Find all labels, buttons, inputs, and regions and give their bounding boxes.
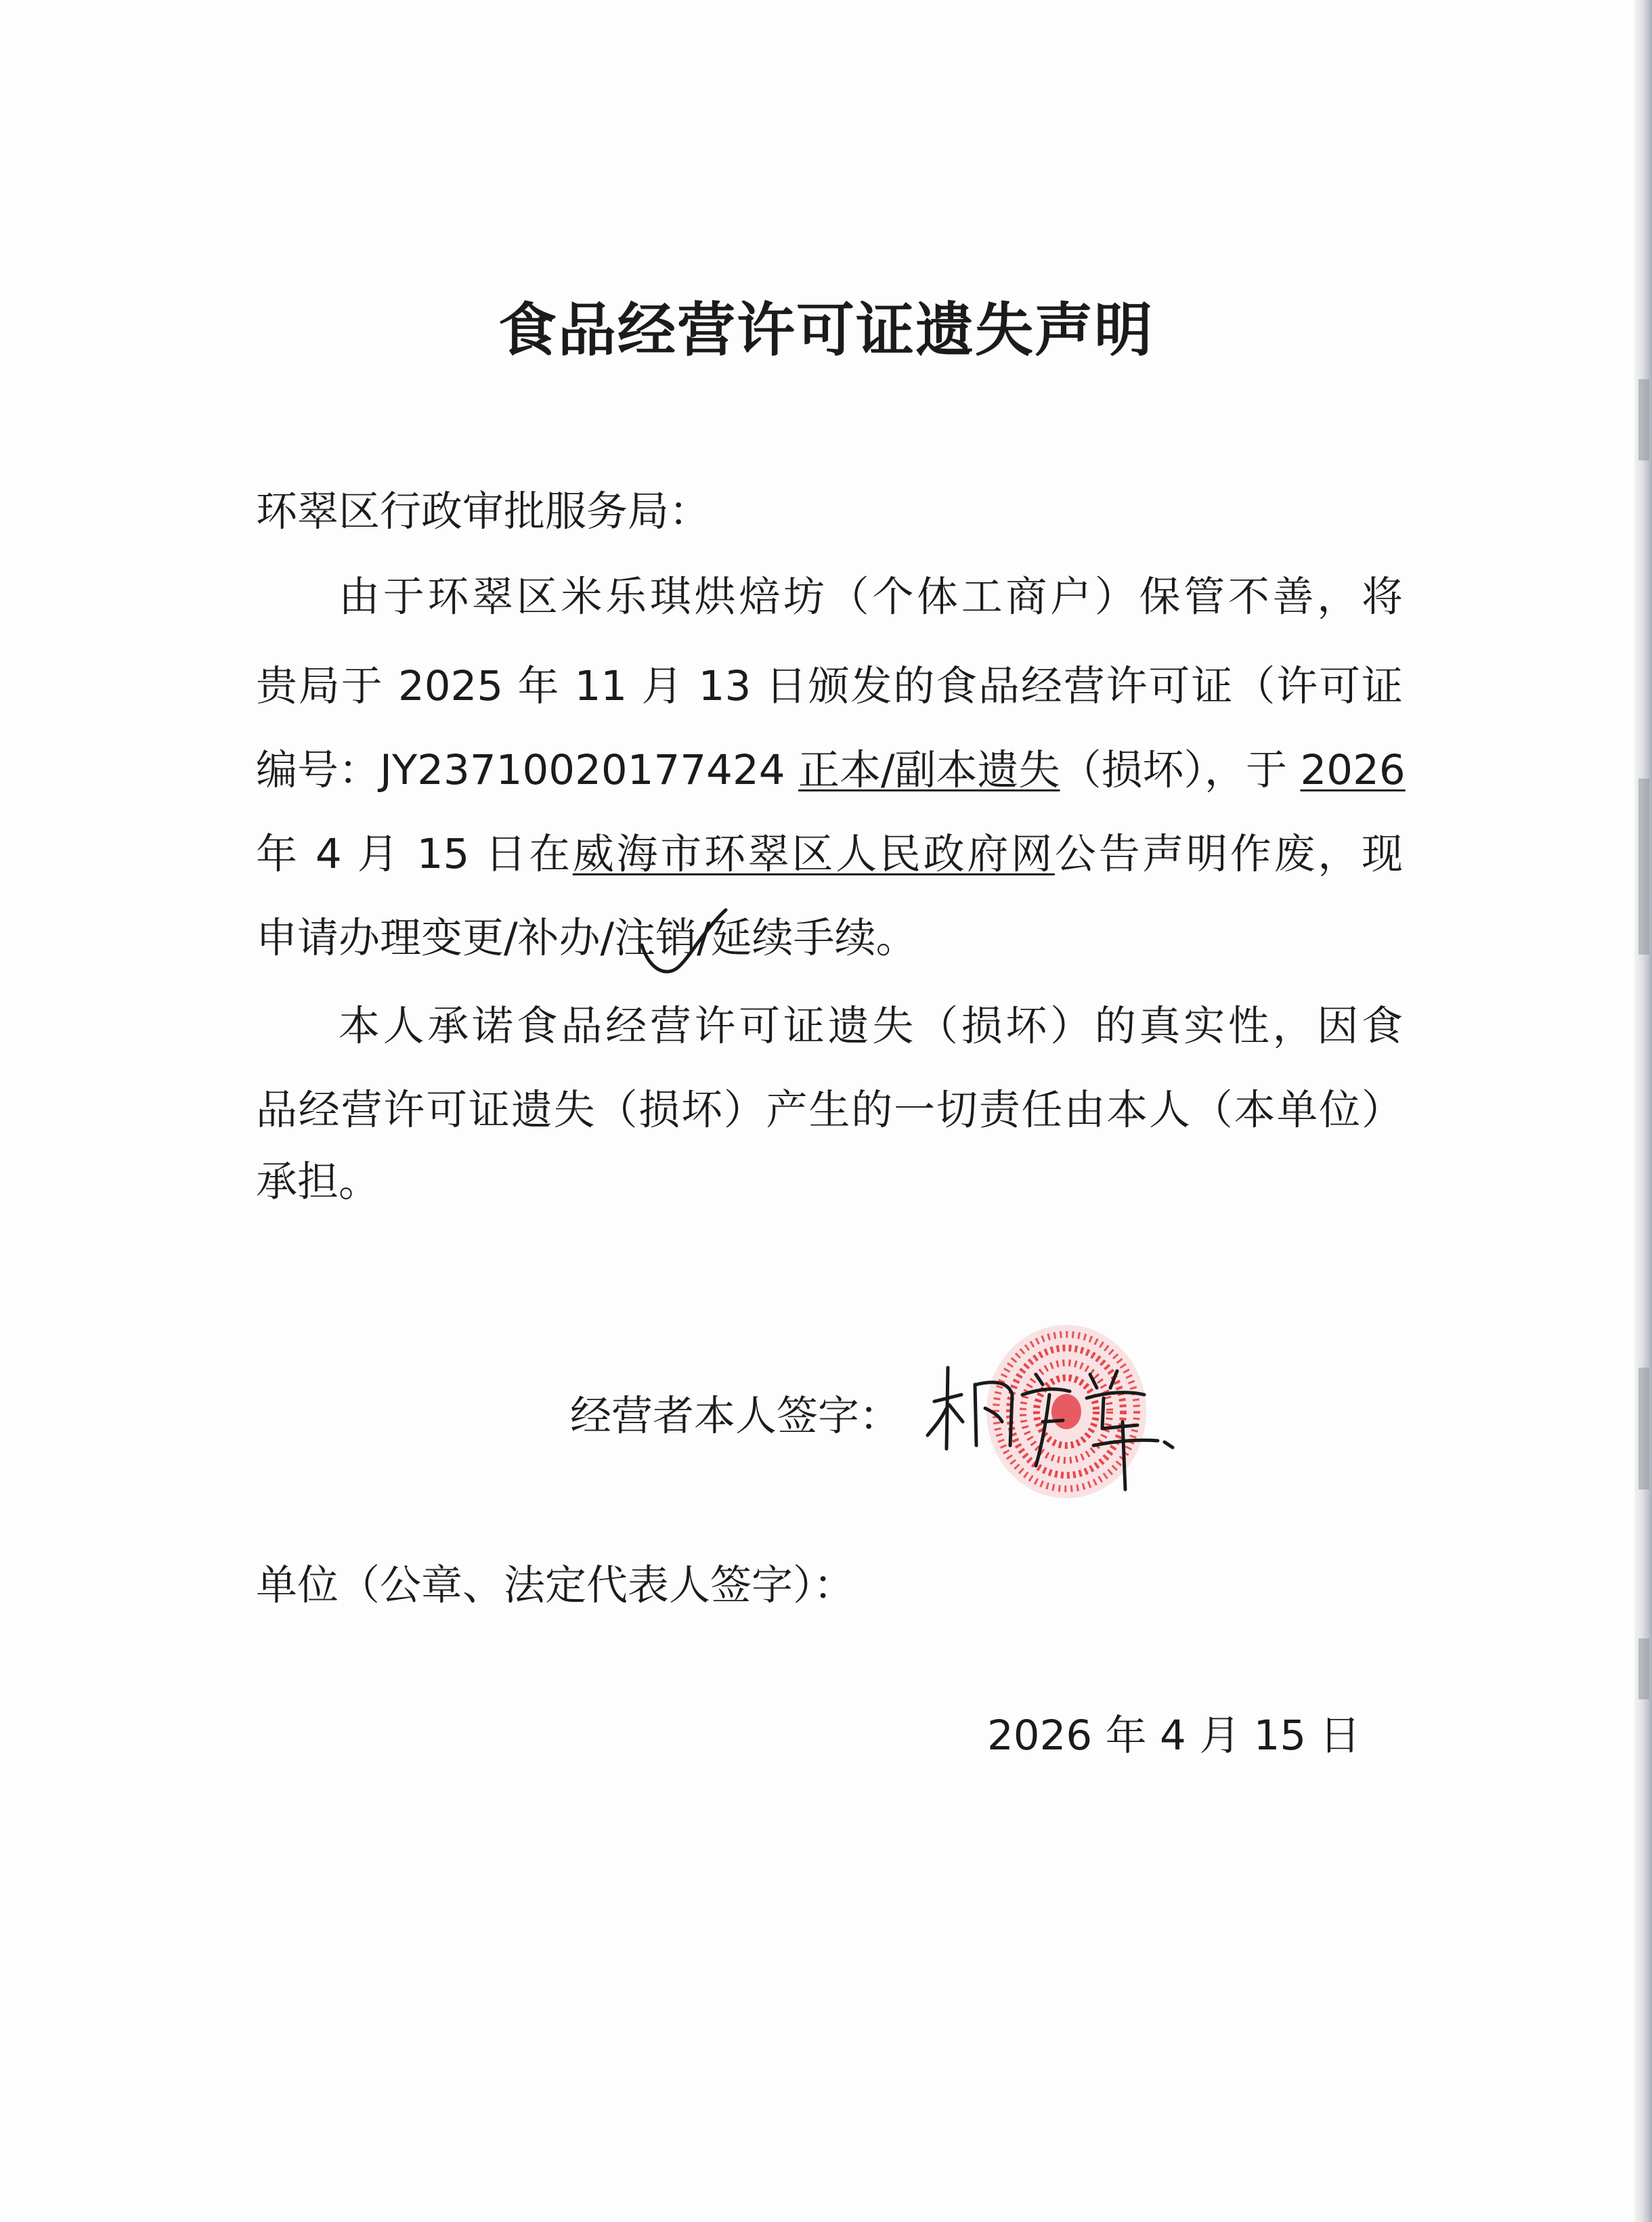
paragraph1-line5: 申请办理变更/补办/注销/延续手续。 bbox=[256, 914, 917, 962]
paragraph2-line1: 本人承诺食品经营许可证遗失（损坏）的真实性，因食 bbox=[339, 1002, 1403, 1050]
unit-seal-label: 单位（公章、法定代表人签字）： bbox=[256, 1561, 855, 1609]
edge-scan-mark bbox=[1638, 1368, 1649, 1489]
announcement-purpose: 公告声明作废，现 bbox=[1054, 830, 1403, 878]
paragraph2-line2: 品经营许可证遗失（损坏）产生的一切责任由本人（本单位） bbox=[256, 1086, 1403, 1134]
announcement-date: 年 4 月 15 日在 bbox=[256, 830, 573, 878]
operator-signature-label: 经营者本人签字： bbox=[570, 1392, 901, 1440]
paragraph1-line1: 由于环翠区米乐琪烘焙坊（个体工商户）保管不善，将 bbox=[339, 573, 1403, 621]
edge-scan-mark bbox=[1638, 779, 1649, 955]
statement-date: 2026 年 4 月 15 日 bbox=[987, 1712, 1361, 1760]
document-title: 食品经营许可证遗失声明 bbox=[498, 296, 1154, 364]
paragraph1-line3 bbox=[256, 743, 1406, 798]
edge-scan-mark bbox=[1638, 379, 1649, 460]
announcement-venue: 威海市环翠区人民政府网 bbox=[572, 830, 1055, 878]
checkmark-annotation bbox=[636, 906, 731, 987]
paragraph2-line3: 承担。 bbox=[256, 1158, 381, 1206]
edge-scan-mark bbox=[1638, 1638, 1649, 1699]
announcement-year: 2026 bbox=[1300, 746, 1406, 794]
damage-note: （损坏），于 bbox=[1060, 746, 1301, 794]
license-number: 编号：JY23710020177424 bbox=[256, 746, 798, 794]
license-copy-status: 正本/副本遗失 bbox=[798, 746, 1060, 794]
addressee: 环翠区行政审批服务局： bbox=[256, 487, 711, 536]
paragraph1-line2: 贵局于 2025 年 11 月 13 日颁发的食品经营许可证（许可证 bbox=[256, 662, 1403, 710]
handwritten-signature bbox=[907, 1320, 1205, 1517]
paragraph1-line4 bbox=[256, 827, 1403, 881]
